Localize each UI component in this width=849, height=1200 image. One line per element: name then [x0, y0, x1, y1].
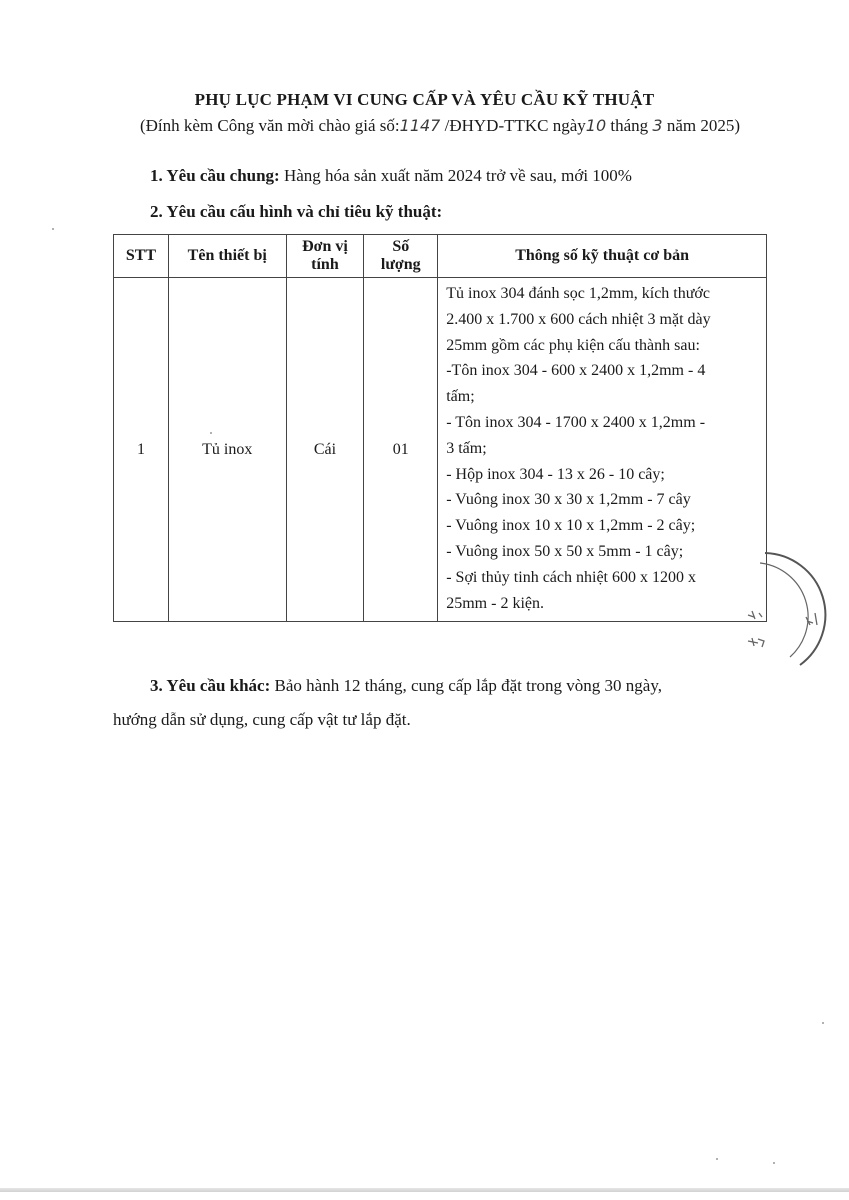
scan-speck	[210, 432, 212, 434]
subtitle-mid2: tháng	[606, 116, 653, 135]
spec-line: - Sợi thủy tinh cách nhiệt 600 x 1200 x	[446, 568, 696, 586]
spec-table	[113, 234, 767, 622]
header-qty-line2: lượng	[380, 256, 421, 273]
spec-line: 25mm - 2 kiện.	[446, 594, 544, 612]
header-unit-line2: tính	[311, 256, 339, 273]
subtitle-suffix: năm 2025)	[662, 116, 741, 135]
scan-speck	[716, 1158, 718, 1160]
scan-edge-line	[0, 1188, 849, 1192]
header-unit	[286, 235, 364, 278]
header-unit-line1: Đơn vị	[302, 238, 348, 255]
spec-line: 2.400 x 1.700 x 600 cách nhiệt 3 mặt dày	[446, 310, 711, 328]
stamp-mark	[806, 613, 817, 625]
cell-unit: Cái	[286, 278, 364, 622]
spec-line: Tủ inox 304 đánh sọc 1,2mm, kích thước	[446, 285, 710, 302]
spec-line: tấm;	[446, 388, 475, 406]
table-row	[114, 278, 767, 622]
table-header-row	[114, 235, 767, 278]
doc-number-handwritten: 1147	[399, 116, 441, 135]
header-qty-line1: Số	[392, 238, 410, 255]
spec-line: -Tôn inox 304 - 600 x 2400 x 1,2mm - 4	[446, 362, 706, 380]
scan-speck	[773, 1162, 775, 1164]
cell-name: Tủ inox	[168, 278, 286, 622]
section3-label: 3. Yêu cầu khác:	[150, 676, 271, 695]
stamp-outer-ring	[765, 553, 825, 665]
section3-continuation: hướng dẫn sử dụng, cung cấp vật tư lắp đặt.	[113, 710, 411, 729]
header-qty	[364, 235, 438, 278]
day-handwritten: 10	[585, 116, 607, 135]
spec-line: - Vuông inox 10 x 10 x 1,2mm - 2 cây;	[446, 517, 696, 535]
cell-specs	[438, 278, 767, 622]
header-stt: STT	[114, 235, 169, 278]
document-title: PHỤ LỤC PHẠM VI CUNG CẤP VÀ YÊU CẦU KỸ THUẬT	[194, 90, 655, 109]
header-name: Tên thiết bị	[168, 235, 286, 278]
spec-line: - Hộp inox 304 - 13 x 26 - 10 cây;	[446, 465, 665, 483]
cell-qty: 01	[364, 278, 438, 622]
spec-line: 3 tấm;	[446, 439, 487, 457]
month-handwritten: 3	[652, 116, 663, 135]
spec-line: - Tôn inox 304 - 1700 x 2400 x 1,2mm -	[446, 413, 706, 431]
section3-text: Bảo hành 12 tháng, cung cấp lắp đặt trong vòng 30 ngày,	[270, 676, 662, 695]
subtitle-prefix: (Đính kèm Công văn mời chào giá số:	[139, 116, 400, 135]
section2-label: 2. Yêu cầu cấu hình và chỉ tiêu kỹ thuật:	[150, 202, 443, 221]
section1-label: 1. Yêu cầu chung:	[150, 166, 280, 185]
spec-line: - Vuông inox 30 x 30 x 1,2mm - 7 cây	[446, 491, 691, 509]
scan-speck	[52, 228, 54, 230]
document-subtitle	[90, 116, 790, 136]
section-other-requirements	[150, 676, 770, 696]
subtitle-mid1: /ĐHYD-TTKC ngày	[440, 116, 586, 135]
cell-stt: 1	[114, 278, 169, 622]
spec-line: - Vuông inox 50 x 50 x 5mm - 1 cây;	[446, 542, 684, 560]
scan-speck	[822, 1022, 824, 1024]
section-config-requirements	[150, 202, 442, 222]
section1-text: Hàng hóa sản xuất năm 2024 trở về sau, mới 100%	[279, 166, 632, 185]
stamp-mark	[748, 638, 764, 647]
stamp-inner-ring	[760, 563, 808, 657]
spec-line: 25mm gồm các phụ kiện cấu thành sau:	[446, 336, 700, 354]
section-general-requirements	[150, 166, 632, 186]
header-specs: Thông số kỹ thuật cơ bản	[438, 235, 767, 278]
